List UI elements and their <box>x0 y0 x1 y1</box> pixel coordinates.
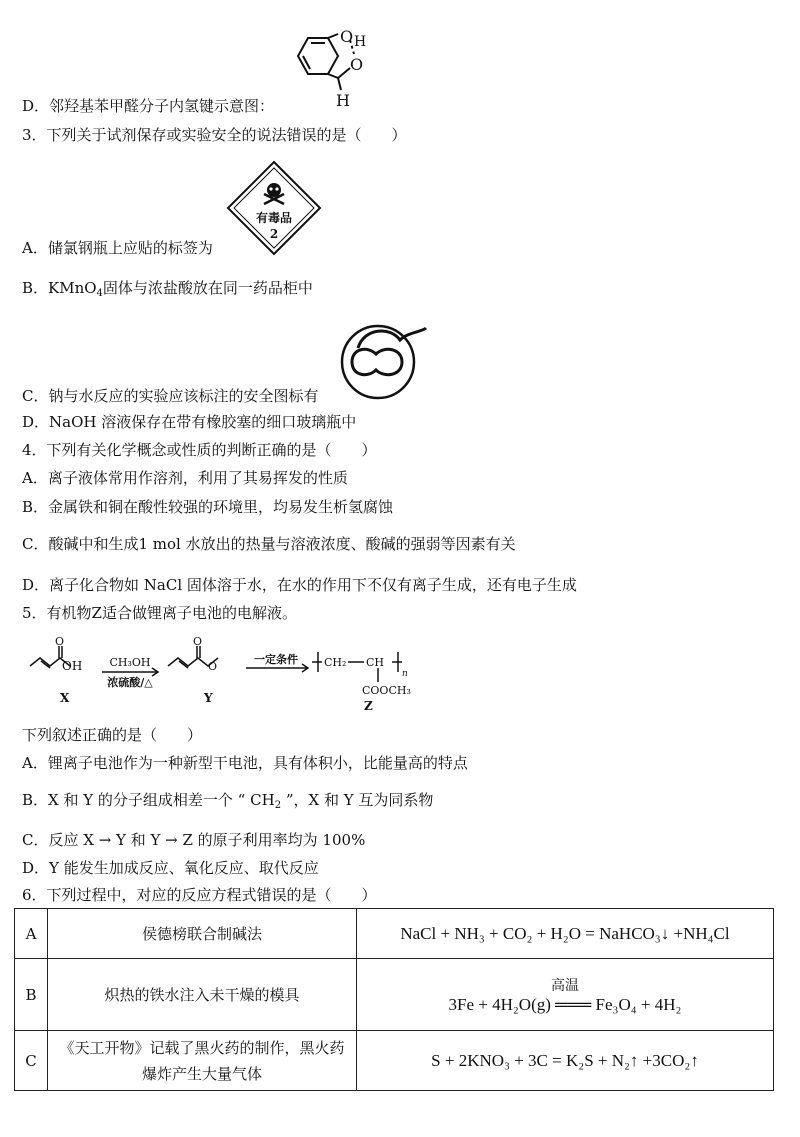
row-equation: NaCl + NH₃ + CO₂ + H₂O = NaHCO₃↓ +NH₄Cl <box>357 909 774 959</box>
option-4b: B．金属铁和铜在酸性较强的环境里，均易发生析氢腐蚀 <box>22 498 394 516</box>
option-4d: D．离子化合物如 NaCl 固体溶于水，在水的作用下不仅有离子生成，还有电子生成 <box>22 576 577 594</box>
label-x: X <box>60 691 70 705</box>
reaction-scheme-figure <box>26 636 426 712</box>
option-4a: A．离子液体常用作溶剂，利用了其易挥发的性质 <box>22 469 348 487</box>
option-5b <box>22 790 433 816</box>
y-carbonyl-o: O <box>193 636 203 648</box>
polymer-pendant: COOCH₃ <box>362 684 411 697</box>
question-5: 5．有机物Z适合做锂离子电池的电解液。 <box>22 604 297 622</box>
hydroxyl-hydrogen: H <box>354 34 367 50</box>
question-4: 4．下列有关化学概念或性质的判断正确的是（ ） <box>22 441 377 459</box>
polymer-ch2: CH₂ <box>324 656 347 669</box>
safety-icon-figure <box>338 318 430 400</box>
option-3d: D．NaOH 溶液保存在带有橡胶塞的细口玻璃瓶中 <box>22 413 357 431</box>
option-3b-sub: 4 <box>96 288 103 299</box>
option-5c: C．反应 X → Y 和 Y → Z 的原子利用率均为 100% <box>22 831 366 849</box>
option-3a: A．储氯钢瓶上应贴的标签为 <box>22 239 213 257</box>
hydroxyl-oxygen: O <box>340 27 354 46</box>
toxic-label-text: 有毒品 <box>255 211 293 225</box>
reaction-condition: 高温 <box>551 978 579 994</box>
option-5b-post: ”，X 和 Y 互为同系物 <box>281 791 434 809</box>
label-z: Z <box>364 699 373 712</box>
polymer-ch: CH <box>366 656 385 669</box>
row-key: A <box>15 909 48 959</box>
option-5b-sub: 2 <box>274 800 282 811</box>
table-row <box>15 909 774 959</box>
toxic-label-number: 2 <box>269 227 279 241</box>
option-5b-pre: B．X 和 Y 的分子组成相差一个 “ CH <box>22 791 275 809</box>
option-3b-pre: B．KMnO <box>22 279 97 297</box>
table-row <box>15 1031 774 1091</box>
row-key: C <box>15 1031 48 1091</box>
option-5d: D．Y 能发生加成反应、氧化反应、取代反应 <box>22 859 319 877</box>
reagent-1-top: CH₃OH <box>109 656 151 669</box>
reaction-equation-table <box>14 908 774 1091</box>
option-5a: A．锂离子电池作为一种新型干电池，具有体积小，比能量高的特点 <box>22 754 468 772</box>
question-5-stem: 下列叙述正确的是（ ） <box>22 726 203 744</box>
reagent-2-top: 一定条件 <box>254 653 298 666</box>
option-3b <box>22 278 313 304</box>
question-6: 6．下列过程中，对应的反应方程式错误的是（ ） <box>22 886 377 904</box>
row-equation: 3Fe + 4H₂O(g) ═══ Fe₃O₄ + 4H₂ <box>448 994 682 1014</box>
option-3c: C．钠与水反应的实验应该标注的安全图标有 <box>22 387 319 405</box>
toxic-hazard-label-figure <box>226 160 322 256</box>
label-y: Y <box>204 691 213 705</box>
hydrogen-bond-structure-figure <box>286 26 386 116</box>
question-3: 3．下列关于试剂保存或实验安全的说法错误的是（ ） <box>22 126 407 144</box>
row-equation-cell <box>357 959 774 1031</box>
reagent-1-bottom: 浓硫酸/△ <box>107 676 153 689</box>
option-4c: C．酸碱中和生成1 mol 水放出的热量与溶液浓度、酸碱的强弱等因素有关 <box>22 535 516 553</box>
row-description: 炽热的铁水注入未干燥的模具 <box>48 959 357 1031</box>
option-d-hydrogen-bond: D．邻羟基苯甲醛分子内氢键示意图： <box>22 97 275 115</box>
table-row <box>15 959 774 1031</box>
x-carbonyl-o: O <box>55 636 65 648</box>
option-3b-post: 固体与浓盐酸放在同一药品柜中 <box>102 279 313 297</box>
row-description: 《天工开物》记载了黑火药的制作，黑火药爆炸产生大量气体 <box>48 1031 357 1091</box>
row-equation: S + 2KNO₃ + 3C = K₂S + N₂↑ +3CO₂↑ <box>357 1031 774 1091</box>
aldehyde-hydrogen: H <box>336 91 350 110</box>
polymer-n: n <box>402 669 408 679</box>
carbonyl-oxygen: O <box>350 55 364 74</box>
y-ester-o: O <box>208 660 218 673</box>
x-oh: OH <box>62 659 83 673</box>
row-key: B <box>15 959 48 1031</box>
row-description: 侯德榜联合制碱法 <box>48 909 357 959</box>
